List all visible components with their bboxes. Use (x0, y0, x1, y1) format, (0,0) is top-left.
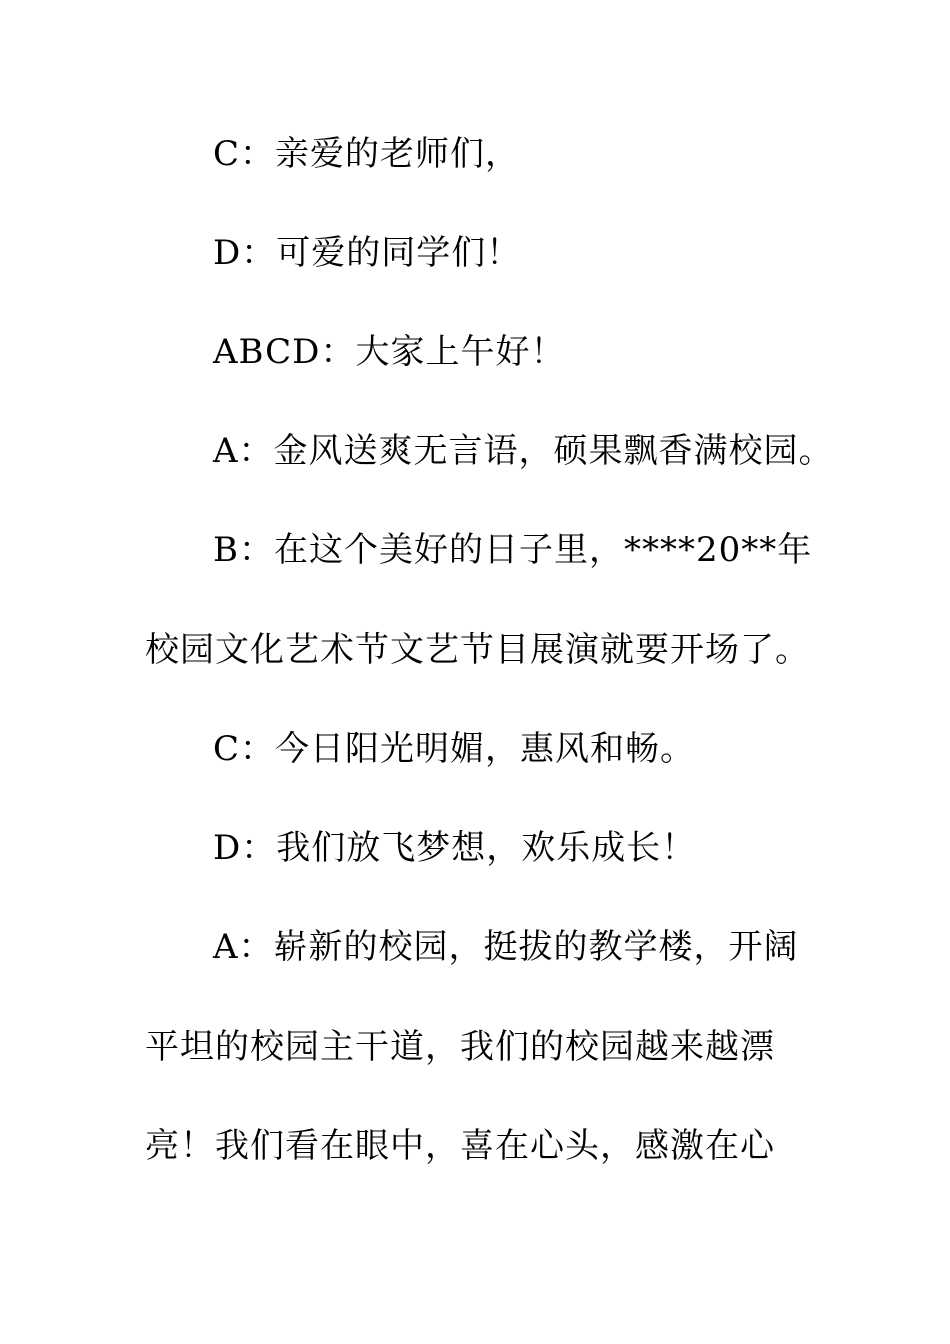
dialogue-line-b-festival-continued: 校园文化艺术节文艺节目展演就要开场了。 (145, 630, 810, 670)
dialogue-line-d-dreams: D：我们放飞梦想，欢乐成长！ (213, 828, 697, 868)
dialogue-line-b-festival: B：在这个美好的日子里，****20**年 (213, 530, 813, 570)
dialogue-line-abcd-greeting: ABCD：大家上午好！ (213, 332, 566, 372)
dialogue-line-a-campus-continued: 平坦的校园主干道，我们的校园越来越漂 (145, 1027, 775, 1067)
dialogue-line-c-sunshine: C：今日阳光明媚，惠风和畅。 (213, 729, 696, 769)
dialogue-line-a-autumn: A：金风送爽无言语，硕果飘香满校园。 (213, 431, 834, 471)
dialogue-line-c-greeting-teachers: C：亲爱的老师们， (213, 134, 521, 174)
dialogue-line-d-greeting-students: D：可爱的同学们！ (213, 233, 522, 273)
dialogue-line-a-campus: A：崭新的校园，挺拔的教学楼，开阔 (213, 927, 799, 967)
dialogue-line-a-campus-end: 亮！我们看在眼中，喜在心头，感激在心 (145, 1126, 775, 1166)
